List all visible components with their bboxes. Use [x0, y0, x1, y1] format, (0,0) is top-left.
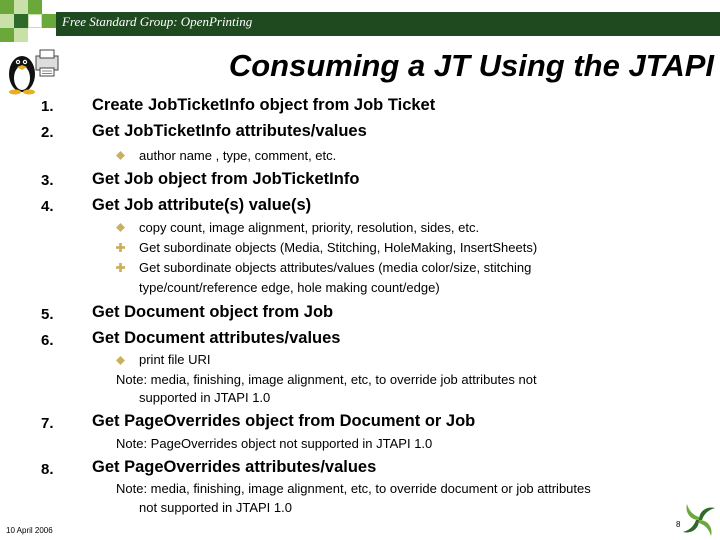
item-text: Get Job attribute(s) value(s)	[92, 196, 312, 214]
slide-title: Consuming a JT Using the JTAPI	[228, 48, 714, 83]
corner-square	[14, 0, 28, 14]
corner-square	[42, 14, 56, 28]
note-text: Note: media, finishing, image alignment, etc, to override job attributes not	[116, 372, 537, 387]
item-number: 4.	[41, 198, 54, 215]
item-text: Get Document object from Job	[92, 303, 334, 321]
sub-bullet-text: author name , type, comment, etc.	[139, 148, 337, 163]
note-text: Note: media, finishing, image alignment, etc, to override document or job attributes	[116, 481, 591, 496]
item-number: 3.	[41, 172, 54, 189]
swirl-logo-icon	[680, 502, 718, 538]
header-text: Free Standard Group: OpenPrinting	[62, 14, 253, 29]
footer-date: 10 April 2006	[6, 526, 53, 535]
item-number: 6.	[41, 332, 54, 349]
sub-bullet-text: Get subordinate objects (Media, Stitching, HoleMaking, InsertSheets)	[139, 240, 538, 255]
item-number: 1.	[41, 98, 54, 115]
note-continuation: not supported in JTAPI 1.0	[139, 500, 292, 515]
item-number: 5.	[41, 306, 54, 323]
sub-bullet-text: print file URI	[139, 352, 211, 367]
diamond-bullet-icon	[116, 151, 125, 160]
note-text: Note: PageOverrides object not supported in JTAPI 1.0	[116, 436, 433, 451]
item-number: 7.	[41, 415, 54, 432]
sub-bullet-continuation: type/count/reference edge, hole making count/edge)	[139, 280, 440, 295]
sub-bullet-text: Get subordinate objects attributes/values (media color/size, stitching	[139, 260, 532, 275]
item-text: Get PageOverrides object from Document or Job	[92, 412, 476, 430]
item-text: Get Document attributes/values	[92, 329, 341, 347]
corner-square	[0, 0, 14, 14]
item-number: 8.	[41, 461, 54, 478]
corner-square	[14, 14, 28, 28]
corner-square	[28, 14, 42, 28]
corner-square	[0, 14, 14, 28]
item-text: Get PageOverrides attributes/values	[92, 458, 377, 476]
corner-square	[14, 28, 28, 42]
diamond-bullet-icon	[116, 356, 125, 365]
page-number: 8	[676, 520, 681, 529]
item-text: Create JobTicketInfo object from Job Ticket	[92, 96, 436, 114]
penguin-printer-logo	[2, 44, 62, 96]
corner-square	[28, 0, 42, 14]
cross-bullet-icon	[116, 243, 125, 252]
item-number: 2.	[41, 124, 54, 141]
item-text: Get Job object from JobTicketInfo	[92, 170, 360, 188]
note-continuation: supported in JTAPI 1.0	[139, 390, 271, 405]
corner-square	[0, 28, 14, 42]
sub-bullet-text: copy count, image alignment, priority, resolution, sides, etc.	[139, 220, 480, 235]
item-text: Get JobTicketInfo attributes/values	[92, 122, 367, 140]
diamond-bullet-icon	[116, 223, 125, 232]
cross-bullet-icon	[116, 263, 125, 272]
